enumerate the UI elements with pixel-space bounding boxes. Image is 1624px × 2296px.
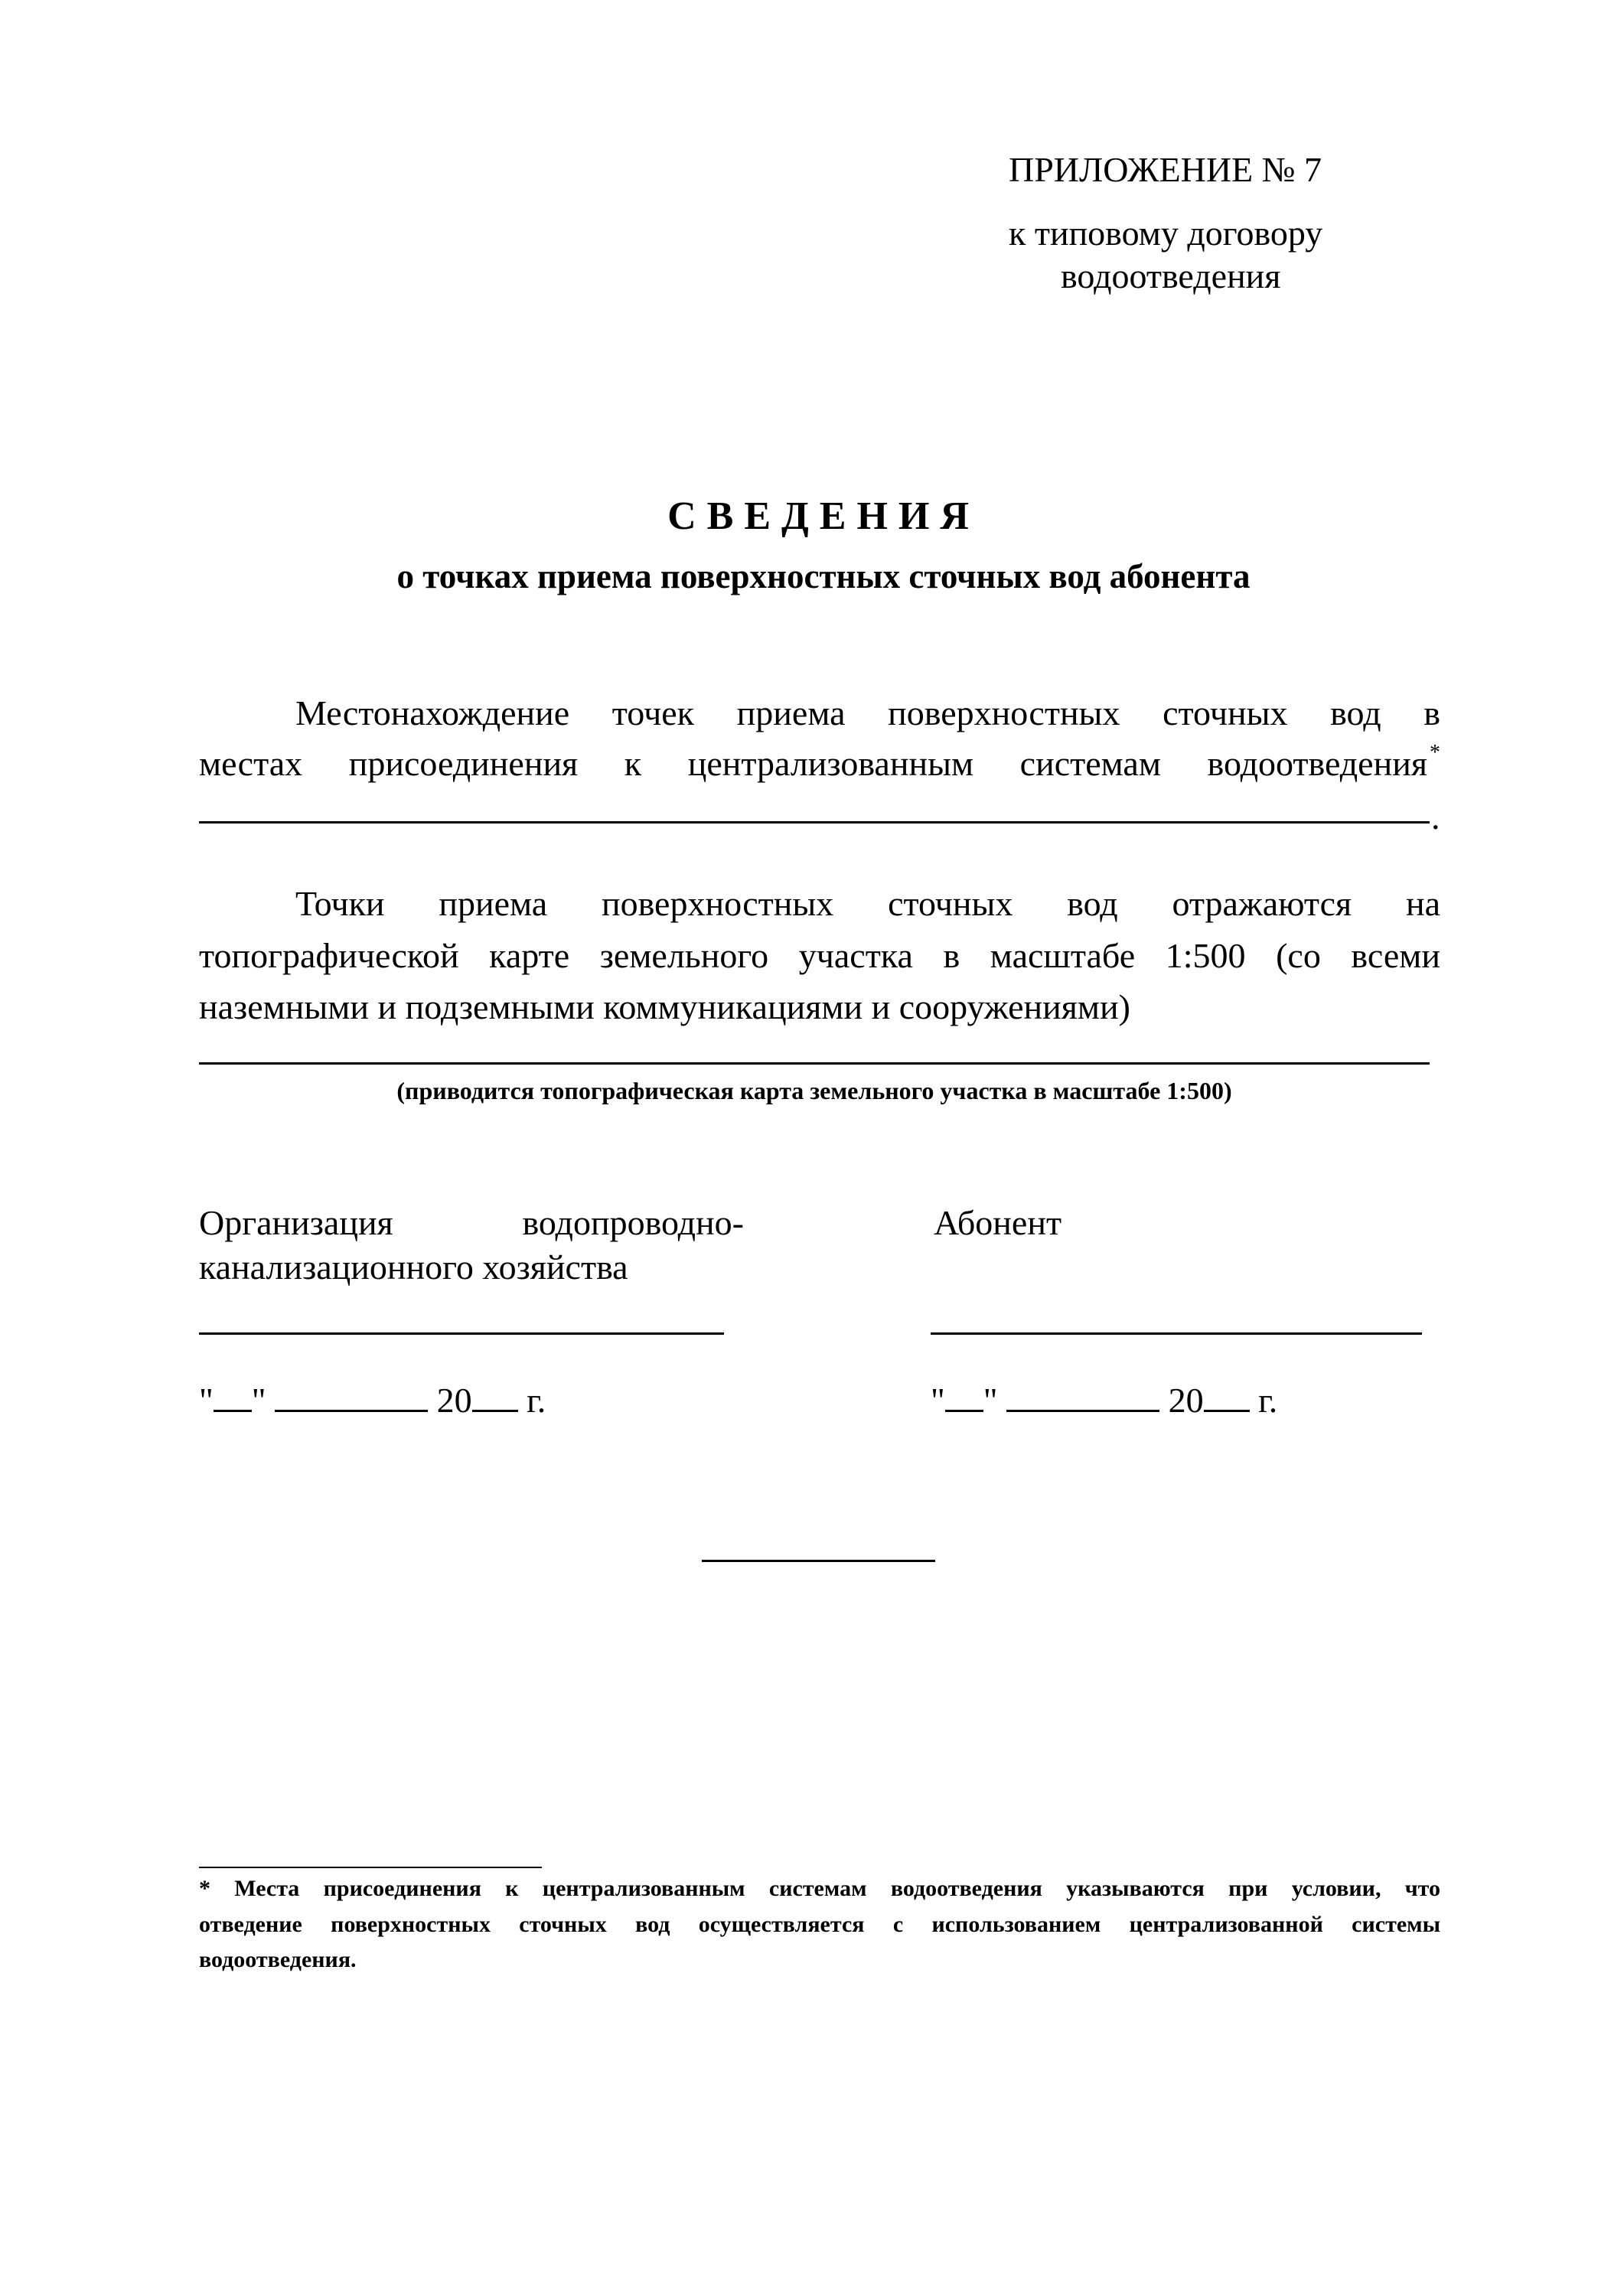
footnote-line-1: * Места присоединения к централизованным системам водоотведения указываются при условии, что	[199, 1876, 1440, 1901]
para1-line-2-text: местах присоединения к централизованным системам водоотведения	[199, 744, 1427, 783]
footnote-divider	[199, 1867, 542, 1868]
document-title: СВЕДЕНИЯ	[667, 494, 980, 538]
appendix-subtitle-line-1: к типовому договору	[1009, 214, 1323, 253]
subscriber-signature-line[interactable]	[931, 1332, 1422, 1335]
para1-line-1: Местонахождение точек приема поверхностных сточных вод в	[295, 693, 1440, 732]
year-blank[interactable]	[472, 1379, 518, 1412]
map-fill-line	[199, 1062, 1430, 1065]
end-divider	[702, 1560, 935, 1562]
org-label-line-2: канализационного хозяйства	[199, 1247, 628, 1287]
para2-line-3: наземными и подземными коммуникациями и сооружениями)	[199, 987, 1130, 1026]
quote-open: "	[199, 1381, 214, 1420]
month-blank[interactable]	[275, 1379, 428, 1412]
footnote-mark: *	[1430, 741, 1440, 765]
org-date	[199, 1379, 546, 1422]
org-signature-line[interactable]	[199, 1332, 724, 1335]
quote-close: "	[251, 1381, 266, 1420]
location-fill-line	[199, 821, 1430, 823]
year-prefix: 20	[436, 1381, 472, 1420]
org-label-line-1: Организация водопроводно-	[199, 1203, 744, 1242]
day-blank[interactable]	[214, 1379, 252, 1412]
para1-end-period: .	[1431, 797, 1440, 837]
subscriber-date	[931, 1379, 1277, 1422]
year-prefix: 20	[1168, 1381, 1204, 1420]
quote-close: "	[983, 1381, 998, 1420]
year-blank[interactable]	[1204, 1379, 1250, 1412]
quote-open: "	[931, 1381, 945, 1420]
document-subtitle: о точках приема поверхностных сточных вод абонента	[396, 557, 1251, 595]
appendix-subtitle-line-2: водоотведения	[1061, 256, 1281, 295]
para2-line-2: топографической карте земельного участка в масштабе 1:500 (со всеми	[199, 936, 1440, 975]
appendix-number: ПРИЛОЖЕНИЕ № 7	[1009, 150, 1322, 189]
day-blank[interactable]	[945, 1379, 983, 1412]
subscriber-label: Абонент	[934, 1203, 1062, 1242]
para2-line-1: Точки приема поверхностных сточных вод отражаются на	[295, 884, 1440, 923]
month-blank[interactable]	[1006, 1379, 1159, 1412]
year-suffix: г.	[1258, 1381, 1278, 1420]
footnote-line-3: водоотведения.	[199, 1947, 357, 1972]
para1-line-2	[199, 742, 1440, 785]
footnote-line-2: отведение поверхностных сточных вод осуществляется с использованием централизованной системы	[199, 1912, 1440, 1937]
map-caption: (приводится топографическая карта земельного участка в масштабе 1:500)	[396, 1077, 1232, 1104]
year-suffix: г.	[527, 1381, 546, 1420]
